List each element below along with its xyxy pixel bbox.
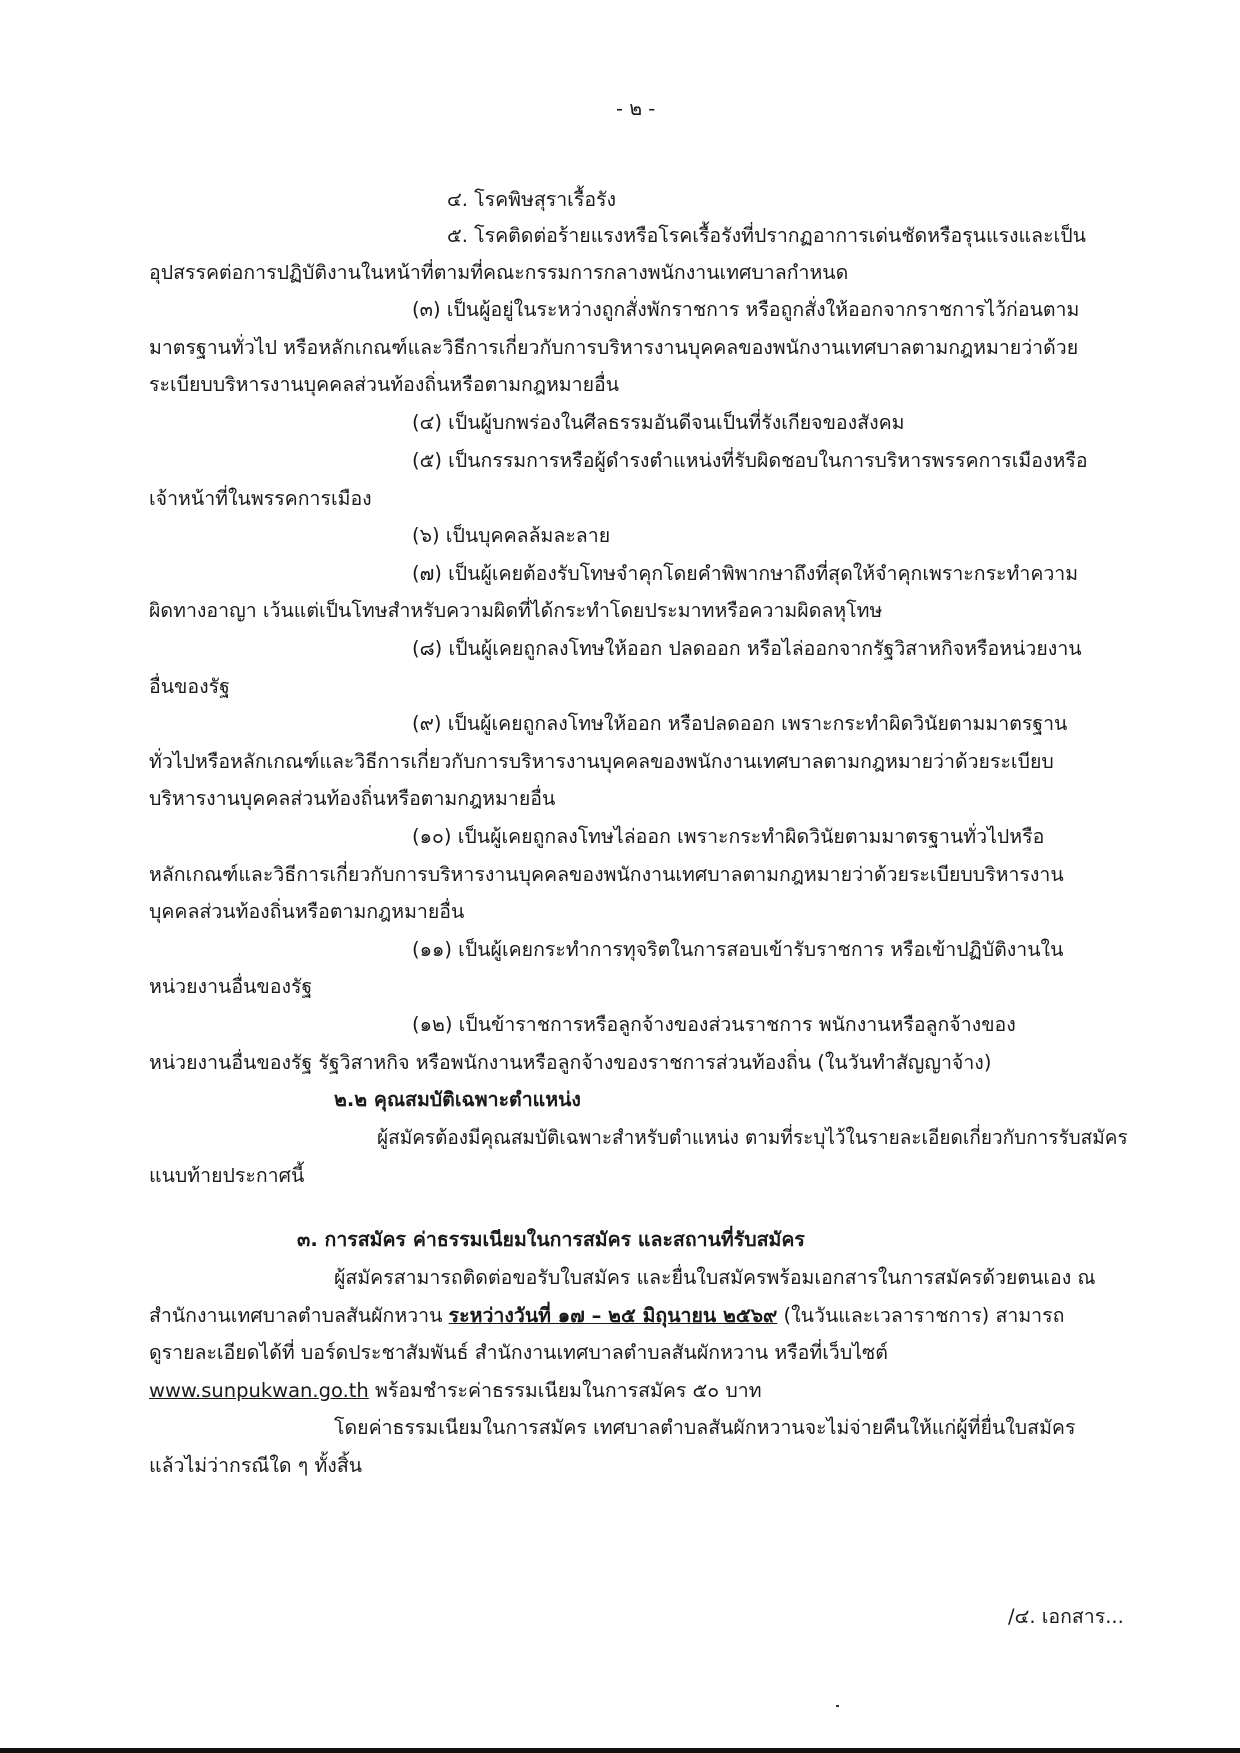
section-heading: ๒.๒ คุณสมบัติเฉพาะตำแหน่ง xyxy=(334,1088,581,1111)
text-line: (๑๒) เป็นข้าราชการหรือลูกจ้างของส่วนราชการ พนักงานหรือลูกจ้างของ xyxy=(412,1013,1016,1036)
text-line: ทั่วไปหรือหลักเกณฑ์และวิธีการเกี่ยวกับการบริหารงานบุคคลของพนักงานเทศบาลตามกฎหมายว่าด้วยระเบียบ xyxy=(149,750,1054,773)
page-number: - ๒ - xyxy=(616,97,656,120)
text-line: ผิดทางอาญา เว้นแต่เป็นโทษสำหรับความผิดที่ได้กระทำโดยประมาทหรือความผิดลหุโทษ xyxy=(149,599,883,622)
text-line: แนบท้ายประกาศนี้ xyxy=(149,1164,305,1187)
text-line: หลักเกณฑ์และวิธีการเกี่ยวกับการบริหารงานบุคคลของพนักงานเทศบาลตามกฎหมายว่าด้วยระเบียบบริหารงาน xyxy=(149,863,1064,886)
text-line: แล้วไม่ว่ากรณีใด ๆ ทั้งสิ้น xyxy=(149,1454,363,1477)
office-name: สำนักงานเทศบาลตำบลสันผักหวาน xyxy=(149,1304,449,1327)
text-line: บริหารงานบุคคลส่วนท้องถิ่นหรือตามกฎหมายอื่น xyxy=(149,787,556,810)
fee-text: พร้อมชำระค่าธรรมเนียมในการสมัคร ๕๐ บาท xyxy=(368,1379,762,1402)
text-line: (๓) เป็นผู้อยู่ในระหว่างถูกสั่งพักราชการ หรือถูกสั่งให้ออกจากราชการไว้ก่อนตาม xyxy=(412,298,1080,321)
text-line: ผู้สมัครสามารถติดต่อขอรับใบสมัคร และยื่นใบสมัครพร้อมเอกสารในการสมัครด้วยตนเอง ณ xyxy=(334,1266,1096,1289)
text-line: (๕) เป็นกรรมการหรือผู้ดำรงตำแหน่งที่รับผิดชอบในการบริหารพรรคการเมืองหรือ xyxy=(412,449,1088,472)
text-line: เจ้าหน้าที่ในพรรคการเมือง xyxy=(149,487,372,510)
text-line: (๑๑) เป็นผู้เคยกระทำการทุจริตในการสอบเข้ารับราชการ หรือเข้าปฏิบัติงานใน xyxy=(412,938,1064,961)
text-line: ผู้สมัครต้องมีคุณสมบัติเฉพาะสำหรับตำแหน่ง ตามที่ระบุไว้ในรายละเอียดเกี่ยวกับการรับสมัคร xyxy=(377,1126,1128,1149)
text-line: ระเบียบบริหารงานบุคคลส่วนท้องถิ่นหรือตามกฎหมายอื่น xyxy=(149,373,620,396)
application-period: ระหว่างวันที่ ๑๗ – ๒๕ มิถุนายน ๒๕๖๙ xyxy=(448,1304,778,1327)
scan-speck xyxy=(836,1705,839,1707)
section-heading: ๓. การสมัคร ค่าธรรมเนียมในการสมัคร และสถานที่รับสมัคร xyxy=(297,1228,805,1251)
text-line: หน่วยงานอื่นของรัฐ xyxy=(149,975,313,998)
text-line xyxy=(149,1302,1064,1330)
text-line: หน่วยงานอื่นของรัฐ รัฐวิสาหกิจ หรือพนักงานหรือลูกจ้างของราชการส่วนท้องถิ่น (ในวันทำสัญญาจ้าง) xyxy=(149,1051,992,1074)
text-line: (๙) เป็นผู้เคยถูกลงโทษให้ออก หรือปลดออก เพราะกระทำผิดวินัยตามมาตรฐาน xyxy=(412,712,1068,735)
text-line xyxy=(149,1377,762,1405)
text-line: ดูรายละเอียดได้ที่ บอร์ดประชาสัมพันธ์ สำนักงานเทศบาลตำบลสันผักหวาน หรือที่เว็บไซต์ xyxy=(149,1341,888,1364)
website-link[interactable]: www.sunpukwan.go.th xyxy=(149,1379,369,1402)
text-line: อื่นของรัฐ xyxy=(149,675,230,698)
text-line: (๔) เป็นผู้บกพร่องในศีลธรรมอันดีจนเป็นที่รังเกียจของสังคม xyxy=(412,411,905,434)
text-line: มาตรฐานทั่วไป หรือหลักเกณฑ์และวิธีการเกี่ยวกับการบริหารงานบุคคลของพนักงานเทศบาลตามกฎหมายว่าด้วย xyxy=(149,336,1079,359)
text-line: อุปสรรคต่อการปฏิบัติงานในหน้าที่ตามที่คณะกรรมการกลางพนักงานเทศบาลกำหนด xyxy=(149,261,849,284)
continuation-note: /๔. เอกสาร... xyxy=(1008,1605,1124,1628)
scan-bottom-edge xyxy=(0,1748,1240,1753)
text-line: บุคคลส่วนท้องถิ่นหรือตามกฎหมายอื่น xyxy=(149,900,465,923)
text-line: (๘) เป็นผู้เคยถูกลงโทษให้ออก ปลดออก หรือไล่ออกจากรัฐวิสาหกิจหรือหน่วยงาน xyxy=(412,637,1082,660)
text-line: โดยค่าธรรมเนียมในการสมัคร เทศบาลตำบลสันผักหวานจะไม่จ่ายคืนให้แก่ผู้ที่ยื่นใบสมัคร xyxy=(334,1416,1076,1439)
text-line: (๗) เป็นผู้เคยต้องรับโทษจำคุกโดยคำพิพากษาถึงที่สุดให้จำคุกเพราะกระทำความ xyxy=(412,562,1079,585)
text-line: ๔. โรคพิษสุราเรื้อรัง xyxy=(447,188,617,211)
office-hours-note: (ในวันและเวลาราชการ) สามารถ xyxy=(777,1304,1065,1327)
text-line: (๖) เป็นบุคคลล้มละลาย xyxy=(412,524,611,547)
text-line: ๕. โรคติดต่อร้ายแรงหรือโรคเรื้อรังที่ปรากฏอาการเด่นชัดหรือรุนแรงและเป็น xyxy=(447,224,1086,247)
text-line: (๑๐) เป็นผู้เคยถูกลงโทษไล่ออก เพราะกระทำผิดวินัยตามมาตรฐานทั่วไปหรือ xyxy=(412,825,1045,848)
